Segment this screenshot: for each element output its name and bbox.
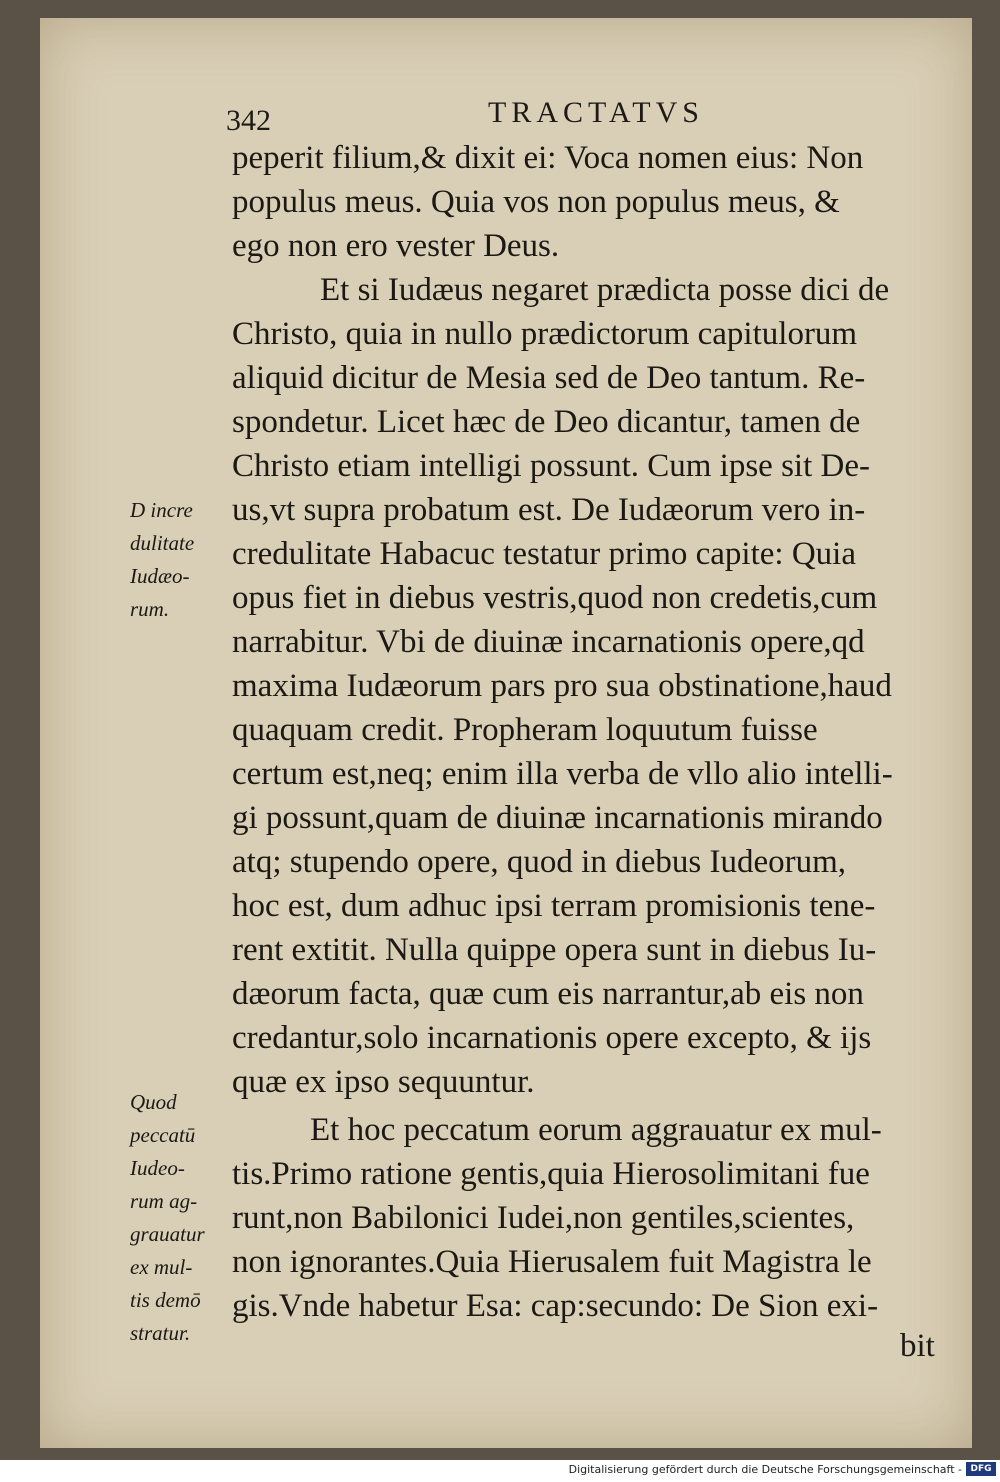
marginal-note-incredulity [130, 494, 194, 626]
text-line: certum est,neq; enim illa verba de vllo alio intelli- [232, 756, 893, 792]
marginal-line: Quod [130, 1090, 177, 1114]
text-line: opus fiet in diebus vestris,quod non credetis,cum [232, 580, 878, 616]
marginal-line: rum. [130, 597, 170, 621]
text-line: maxima Iudæorum pars pro sua obstinatione,haud [232, 668, 892, 704]
text-line: non ignorantes.Quia Hierusalem fuit Magistra le [232, 1244, 872, 1280]
marginal-line: tis demō [130, 1288, 201, 1312]
text-line: credulitate Habacuc testatur primo capite: Quia [232, 536, 856, 572]
text-line: credantur,solo incarnationis opere excepto, & ijs [232, 1020, 872, 1056]
page-number: 342 [226, 104, 271, 137]
text-line: quæ ex ipso sequuntur. [232, 1064, 535, 1100]
marginal-line: stratur. [130, 1321, 191, 1345]
running-head: TRACTATVS [488, 96, 704, 129]
marginal-line: Iudæo- [130, 564, 190, 588]
text-line: atq; stupendo opere, quod in diebus Iudeorum, [232, 844, 847, 880]
text-line: narrabitur. Vbi de diuinæ incarnationis opere,qd [232, 624, 865, 660]
marginal-line: dulitate [130, 531, 195, 555]
text-line: dæorum facta, quæ cum eis narrantur,ab eis non [232, 976, 864, 1012]
text-line: rent extitit. Nulla quippe opera sunt in diebus Iu- [232, 932, 877, 968]
marginal-line: peccatū [130, 1123, 196, 1147]
text-line: gi possunt,quam de diuinæ incarnationis mirando [232, 800, 883, 836]
marginal-note-sin [130, 1086, 205, 1350]
text-line: runt,non Babilonici Iudei,non gentiles,scientes, [232, 1200, 855, 1236]
text-line: Et hoc peccatum eorum aggrauatur ex mul- [310, 1112, 882, 1148]
marginal-line: rum ag- [130, 1189, 198, 1213]
text-line: Et si Iudæus negaret prædicta posse dici de [320, 272, 890, 308]
marginal-line: grauatur [130, 1222, 205, 1246]
text-line: tis.Primo ratione gentis,quia Hierosolimitani fue [232, 1156, 870, 1192]
catchword: bit [900, 1328, 935, 1364]
marginal-line: ex mul- [130, 1255, 193, 1279]
text-line: gis.Vnde habetur Esa: cap:secundo: De Sion exi- [232, 1288, 879, 1324]
marginal-line: Iudeo- [130, 1156, 185, 1180]
text-line: hoc est, dum adhuc ipsi terram promisionis tene- [232, 888, 876, 924]
funding-credit: Digitalisierung gefördert durch die Deutsche Forschungsgemeinschaft - [568, 1463, 962, 1476]
text-line: populus meus. Quia vos non populus meus, & [232, 184, 840, 220]
text-line: Christo etiam intelligi possunt. Cum ipse sit De- [232, 448, 870, 484]
text-line: aliquid dicitur de Mesia sed de Deo tantum. Re- [232, 360, 866, 396]
text-line: us,vt supra probatum est. De Iudæorum vero in- [232, 492, 866, 528]
text-line: Christo, quia in nullo prædictorum capitulorum [232, 316, 858, 352]
text-line: spondetur. Licet hæc de Deo dicantur, tamen de [232, 404, 861, 440]
text-line: quaquam credit. Propheram loquutum fuisse [232, 712, 818, 748]
text-line: ego non ero vester Deus. [232, 228, 560, 264]
dfg-logo: DFG [966, 1462, 996, 1476]
marginal-line: D incre [130, 498, 193, 522]
text-line: peperit filium,& dixit ei: Voca nomen eius: Non [232, 140, 864, 176]
